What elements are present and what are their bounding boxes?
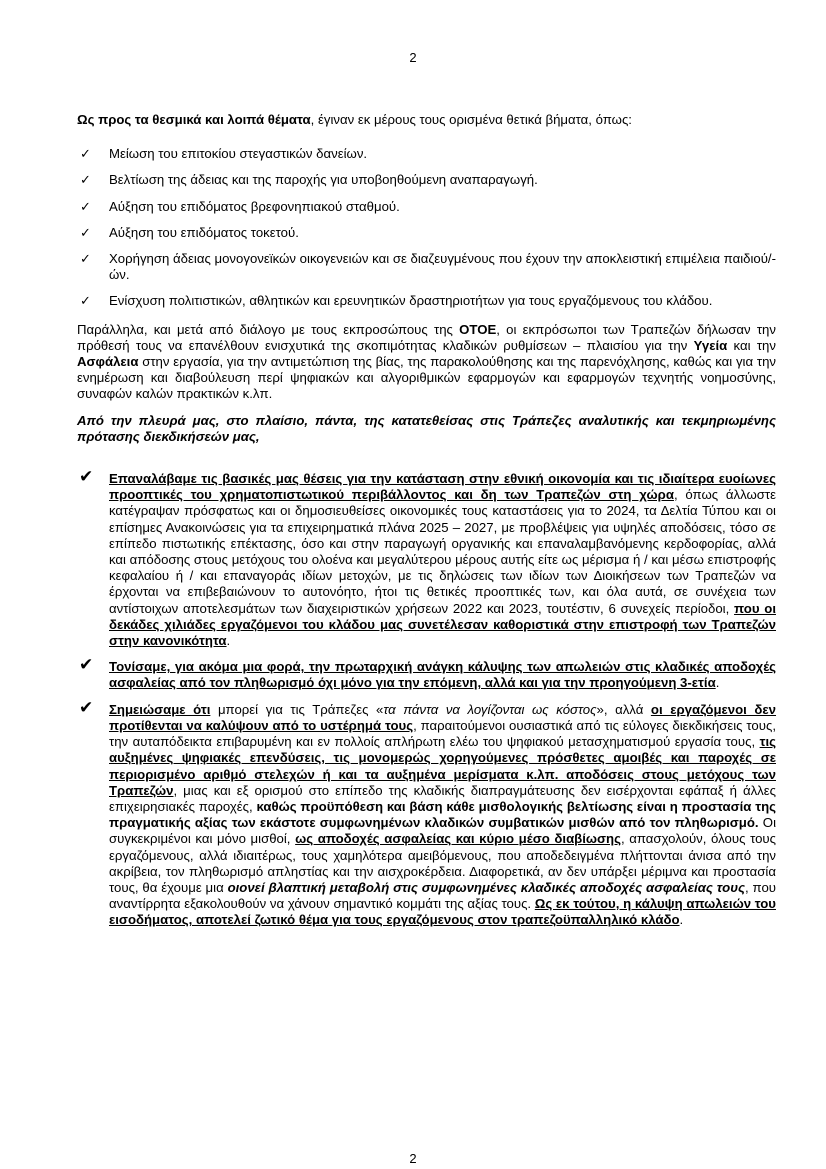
intro-text: , έγιναν εκ μέρους τους ορισμένα θετικά βήματα, όπως: — [310, 112, 632, 127]
paragraph-our-side: Από την πλευρά μας, στο πλαίσιο, πάντα, της κατατεθείσας στις Τράπεζες αναλυτικής και τεκμηριωμένης πρότασης διεκδικήσεών μας, — [77, 412, 776, 444]
check-icon: ✓ — [80, 251, 91, 267]
text: , παραιτούμενοι ουσιαστικά από τις εύλογες διεκδικήσεις τους, την αυταπόδεικτα επιβαρυμένη και εν πολλοίς απλήρωτη ελέω του ψηφιακού μετασχηματισμού εργασία τους, — [109, 717, 776, 750]
check-icon: ✔ — [79, 697, 94, 717]
list-item — [77, 467, 776, 649]
paragraph-parallel — [77, 322, 776, 403]
check-icon: ✓ — [80, 198, 91, 214]
list-item — [77, 146, 776, 162]
text: , όπως άλλωστε κατέγραψαν πρόσφατως και οι δημοσιευθείσες οικονομικές τους καταστάσεις για το 2024, τα Δελτία Τύπου και οι επίσημες Ανακοινώσεις για τα επιχειρηματικά πλάνα 2025 – 2027, με προβλέψεις για υψηλές αποδόσεις, τόσο σε επίπεδο πιστωτικής επέκτασης, όσο και στην παραγωγή οργανικής και επαναλαμβανόμενης κερδοφορίας, αλλά και απόδοσης στους μετόχους του ολοένα και μεγαλύτερου μέρους αυτής είτε ως μέρισμα ή / και μέσω επιστροφής κεφαλαίου ή / και επαναγοράς ιδίων μετοχών, με τις δηλώσεις των ιδίων των Διοικήσεων των Τραπεζών να έρχονται να επιβεβαιώνουν το αυτονόητο, ήτοι τις θετικές προοπτικές των, και όλα αυτά, σε συνέχεια των αντίστοιχων αποτελεσμάτων των διαχειριστικών χρήσεων 2022 και 2023, τουτέστιν, 6 συνεχείς περίοδοι, — [109, 487, 776, 616]
bold-text: Υγεία — [693, 337, 728, 353]
text: μπορεί για τις Τράπεζες « — [210, 701, 384, 717]
text: . — [715, 675, 720, 691]
list-item-text: Μείωση του επιτοκίου στεγαστικών δανείων. — [109, 146, 368, 162]
list-item-text: Χορήγηση άδειας μονογονεϊκών οικογενειών και σε διαζευγμένους που έχουν την αποκλειστική επιμέλεια παιδιού/-ών. — [109, 251, 776, 283]
check-icon: ✓ — [80, 224, 91, 240]
text: , απασχολούν, όλους τους εργαζόμενους, αλλά ιδιαιτέρως, τους χαμηλότερα αμειβόμενους, που αποδεδειγμένα πλήττονται άνισα από την ακρίβεια, τον πληθωρισμό απληστίας και την αισχροκέρδεια. Διαφορετικά, αν δεν υπάρξει μέριμνα και προστασία τους, θα έχουμε μια — [109, 831, 777, 895]
bold-text: καθώς προϋπόθεση και βάση κάθε μισθολογικής βελτίωσης είναι η προστασία της πραγματικής αξίας των εκάστοτε συμφωνημένων κλαδικών συμβατικών μισθών από τον πληθωρισμό. — [109, 798, 776, 831]
bold-underline-text: Ως εκ τούτου, η κάλυψη απωλειών του εισοδήματος, αποτελεί ζωτικό θέμα για τους εργαζόμενους στον τραπεζοϋπαλληλικό κλάδο — [109, 896, 776, 928]
bold-underline-text: οι εργαζόμενοι δεν προτίθενται να καλύψουν από το υστέρημά τους — [109, 701, 777, 733]
bold-underline-text: Επαναλάβαμε τις βασικές μας θέσεις για την κατάσταση στην εθνική οικονομία και τις ιδιαίτερα ευοίωνες προοπτικές του χρηματοπιστωτικού περιβάλλοντος και δη των Τραπεζών στη χώρα — [109, 471, 776, 503]
text: », αλλά — [596, 701, 651, 717]
text: και την — [727, 337, 776, 353]
text: στην εργασία, για την αντιμετώπιση της βίας, της παρακολούθησης και της παρενόχλησης, καθώς και για την ενημέρωση και διαβούλευση περί ψηφιακών και αλγοριθμικών εφαρμογών και εφαρμογών τεχνητής νοημοσύνης, συναφών καλών πρακτικών κ.λπ. — [77, 354, 776, 402]
check-icon: ✔ — [79, 467, 94, 487]
list-item-text: Βελτίωση της άδειας και της παροχής για υποβοηθούμενη αναπαραγωγή. — [109, 172, 538, 188]
text: , μιας και εξ ορισμού στο επίπεδο της κλαδικής διαπραγμάτευσης δεν εισέρχονται εφάπαξ ή άλλες επιχειρησιακές παροχές, — [109, 782, 776, 814]
bold-underline-text: Σημειώσαμε ότι — [109, 701, 211, 717]
italic-text: τα πάντα να λογίζονται ως κόστος — [383, 701, 597, 717]
check-icon: ✔ — [79, 655, 94, 675]
list-item — [77, 251, 776, 283]
list-item-text: Αύξηση του επιδόματος τοκετού. — [109, 224, 299, 240]
intro-bold: Ως προς τα θεσμικά και λοιπά θέματα — [77, 112, 311, 127]
list-item-text: Ενίσχυση πολιτιστικών, αθλητικών και ερευνητικών δραστηριοτήτων για τους εργαζόμενους του κλάδου. — [109, 293, 713, 309]
bold-underline-text: ως αποδοχές ασφαλείας και κύριο μέσο διαβίωσης — [295, 831, 621, 847]
list-item — [77, 655, 776, 691]
document-body — [77, 112, 776, 939]
bold-italic-text: οιονεί βλαπτική μεταβολή στις συμφωνημένες κλαδικές αποδοχές ασφαλείας τους — [227, 879, 746, 895]
bold-underline-text: που οι δεκάδες χιλιάδες εργαζόμενοι του κλάδου μας συνετέλεσαν καθοριστικά στην επιστροφή των Τραπεζών στην κανονικότητα — [109, 600, 776, 649]
text: . — [226, 633, 231, 649]
bold-text: Ασφάλεια — [77, 354, 139, 370]
text: Οι συγκεκριμένοι και μόνο μισθοί, — [109, 815, 776, 847]
list-item — [77, 225, 776, 241]
bold-underline-text: τις αυξημένες ψηφιακές επενδύσεις, τις μονομερώς χορηγούμενες πρόσθετες αμοιβές και παροχές σε περιορισμένο αριθμό στελεχών ή και τα αυξημένα μερίσματα κ.λπ. αποδόσεις στους μετόχους των Τραπεζών — [109, 734, 776, 798]
check-icon: ✓ — [80, 146, 91, 162]
text: , οι εκπρόσωποι των Τραπεζών δήλωσαν την πρόθεσή τους να επανέλθουν ενισχυτικά της σκοπιμότητας κλαδικών ρυθμίσεων – πλαισίου για την — [77, 321, 776, 353]
list-item — [77, 293, 776, 309]
list-item — [77, 172, 776, 188]
check-icon: ✓ — [80, 172, 91, 188]
check-icon: ✓ — [80, 293, 91, 309]
text: , που αναντίρρητα εξακολουθούν να χάνουν σημαντικό κομμάτι της αξίας τους. — [109, 879, 776, 912]
text: Παράλληλα, και μετά από διάλογο με τους εκπροσώπους της — [77, 321, 460, 337]
steps-list — [77, 146, 776, 309]
list-item — [77, 697, 777, 929]
positions-list — [77, 467, 777, 928]
page-number-top: 2 — [409, 50, 417, 65]
bold-underline-text: Τονίσαμε, για ακόμα μια φορά, την πρωταρχική ανάγκη κάλυψης των απωλειών στις κλαδικές αποδοχές ασφαλείας από τον πληθωρισμό όχι μόνο για την επόμενη, αλλά και για την προηγούμενη 3-ετία — [109, 659, 776, 691]
intro-paragraph — [77, 112, 776, 128]
list-item — [77, 199, 776, 215]
text: . — [679, 912, 684, 928]
list-item-text: Αύξηση του επιδόματος βρεφονηπιακού σταθμού. — [109, 198, 400, 214]
bold-text: ΟΤΟΕ — [459, 321, 497, 337]
page-number-bottom: 2 — [409, 1151, 417, 1166]
